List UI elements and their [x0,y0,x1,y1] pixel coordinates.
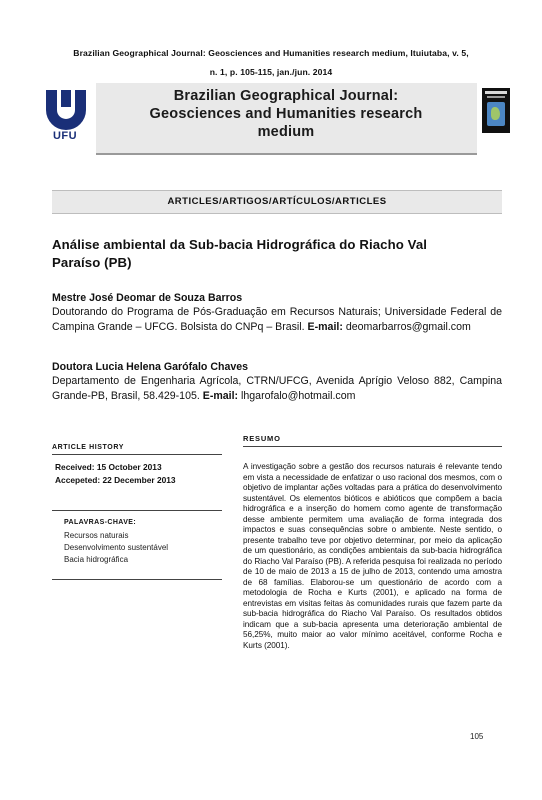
received-date: Received: 15 October 2013 [55,462,162,472]
email-label: E-mail: [202,389,239,402]
abstract-divider [243,446,502,447]
keyword-item: Recursos naturais [64,531,129,540]
affiliation-text: Departamento de Engenharia Agrícola, CTRN/UFCG, Avenida Aprígio Veloso 882, Campina Grande-PB, Brasil, 58.429-105. [52,375,502,402]
section-label: ARTICLES/ARTIGOS/ARTÍCULOS/ARTICLES [52,190,502,214]
journal-reference-line2: n. 1, p. 105-115, jan./jun. 2014 [209,67,333,77]
journal-title-line2: Geosciences and Humanities research [149,106,423,122]
keywords-label: PALAVRAS-CHAVE: [64,519,137,526]
logo-text: UFU [52,130,78,142]
author-name: Doutora Lucia Helena Garófalo Chaves [52,361,249,373]
journal-title-line3: medium [257,124,315,140]
affiliation-text: Doutorando do Programa de Pós-Graduação em Recursos Naturais; Universidade Federal de Campina Grande – UFCG. Bolsista do CNPq – Brasil. [52,306,502,333]
article-title-line2: Paraíso (PB) [52,255,132,270]
author-affiliation [52,374,502,403]
abstract-text [243,462,502,651]
author-affiliation [52,305,502,334]
journal-reference [40,44,502,82]
journal-title [106,87,466,141]
keyword-item: Bacia hidrográfica [64,555,129,564]
keyword-item: Desenvolvimento sustentável [64,543,169,552]
journal-cover-thumbnail-icon [482,88,510,133]
journal-title-line1: Brazilian Geographical Journal: [173,88,399,104]
author-email-link[interactable]: lhgarofalo@hotmail.com [241,389,356,402]
accepted-date: Accepeted: 22 December 2013 [55,475,176,485]
page-number: 105 [470,732,484,741]
journal-reference-line1: Brazilian Geographical Journal: Geosciences and Humanities research medium, Ituiutaba, v. 5, [73,48,469,58]
abstract-label: RESUMO [243,434,281,443]
abstract-paragraph: A investigação sobre a gestão dos recursos naturais é relevante tendo em vista a necessidade de enfatizar o uso racional dos mesmos, com o objetivo de implantar ações voltadas para a prática do desenvolvimento sustentável. Os elementos bióticos e abióticos que compõem a bacia hidrográfica e a inserção do homem como agente de transformação desse ambiente permitem uma avaliação de forma integrada dos impactos e suas consequências sobre o ambiente. Neste sentido, o presente trabalho teve por objetivo determinar, por meio da aplicação de um questionário, as condições ambientais da sub-bacia hidrográfica do Riacho Val Paraíso (PB). A referida pesquisa foi realizada no período de 10 de maio de 2013 a 15 de julho de 2013, contendo uma amostra de 68 famílias. Elaborou-se um questionário de acordo com a metodologia de Rocha e Kurts (2001), e aplicado na forma de entrevistas em visitas feitas às comunidades rurais que fazem parte da sub-bacia hidrográfica do Riacho Val Paraíso. Os resultados obtidos indicam que a sub-bacia apresenta uma deterioração ambiental de 56,25%, muito maior ao valor mínimo aceitável, conforme Rocha e Kurts (2001). [243,462,502,650]
article-history-label: ARTICLE HISTORY [52,444,125,451]
author-email-link[interactable]: deomarbarros@gmail.com [345,320,471,333]
article-title-line1: Análise ambiental da Sub-bacia Hidrográfica do Riacho Val [52,237,428,252]
author-name: Mestre José Deomar de Souza Barros [52,292,243,304]
article-history-divider [52,454,222,455]
keywords-box [52,510,222,580]
email-label: E-mail: [307,320,343,333]
article-title [52,236,502,272]
journal-banner [96,83,477,155]
